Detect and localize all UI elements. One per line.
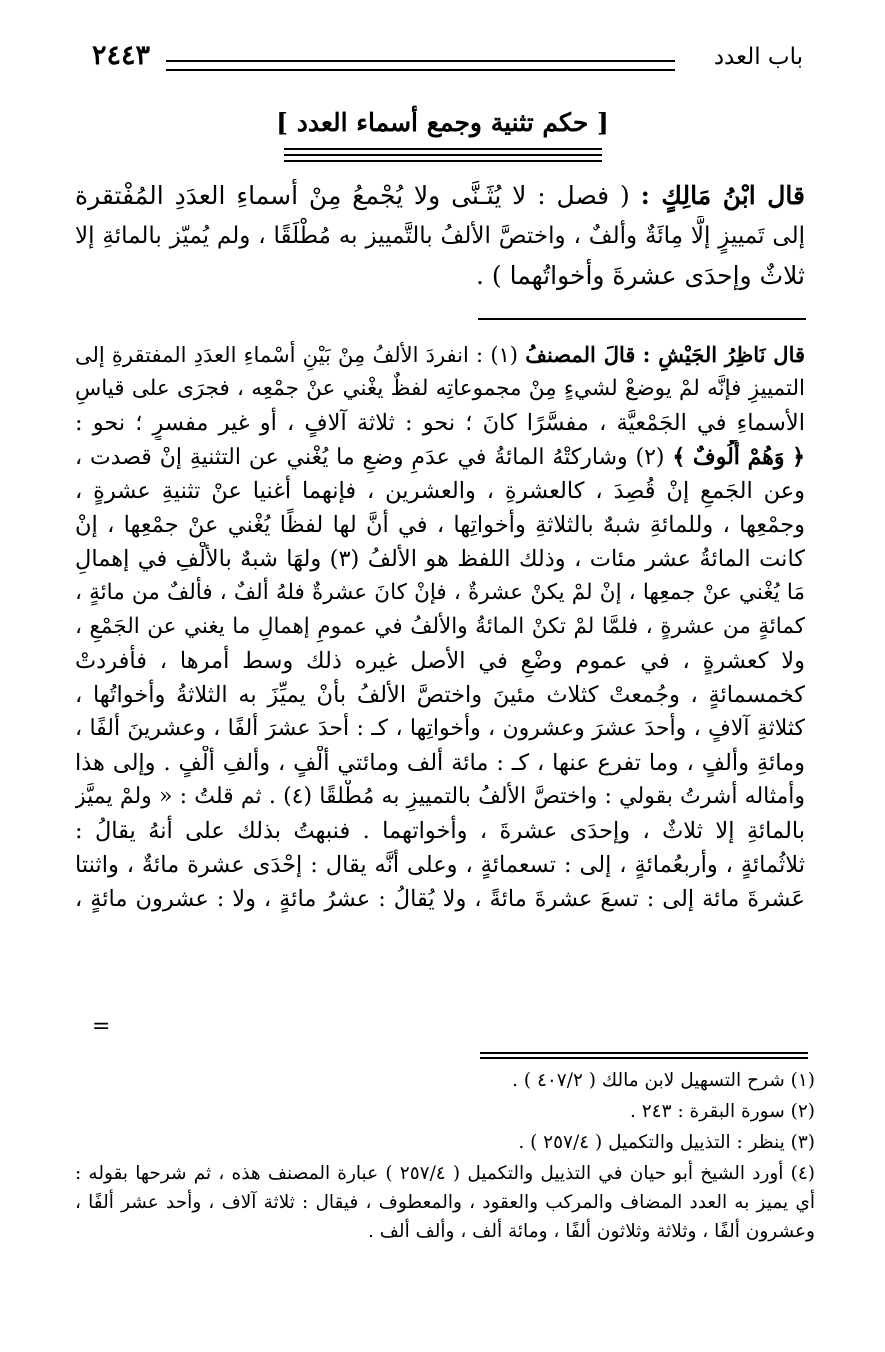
footnote-4-continued: أي يميز به العدد المضاف والمركب والعقود ، والمعطوف ، فيقال : ثلاثة آلاف ، وأحد عشر ألفًا ، xyxy=(75,1192,815,1213)
sharh-line: وجمْعِها ، وللمائةِ شبهٌ بالثلاثةِ وأخواتِها ، في أنَّ لها لفظًا يُغْني عنْ جمْعِها ، إنْ xyxy=(75,512,805,538)
matn-line: ثلاثٌ وإحدَى عشرةَ وأخواتُهما ) . xyxy=(475,261,805,290)
sharh-line: كانت المائةُ عشر مئات ، وذلك اللفظ هو الألفُ (٣) ولهَا شبهٌ بالألْفِ في إهمالِ xyxy=(75,546,805,572)
footnote-4: (٤) أورد الشيخ أبو حيان في التذييل والتكميل ( ٢٥٧/٤ ) عبارة المصنف هذه ، ثم شرحها بقوله : xyxy=(75,1163,815,1184)
page-number: ٢٤٤٣ xyxy=(92,40,151,71)
sharh-line: مَا يُغْني عنْ جمعِها ، إنْ لمْ يكنْ عشرةٌ ، فإنْ كانَ عشرةٌ فلهُ ألفٌ ، فألفٌ من مائةٍ ، xyxy=(75,580,805,605)
matn-line: إلى تَمييزٍ إلَّا مِائَةٌ وألفٌ ، واختصَّ الألفُ بالتَّمييز به مُطْلَقًا ، ولم يُميّز بالمائةِ إلا xyxy=(75,223,805,249)
continuation-mark: = xyxy=(92,1014,111,1039)
sharh-line: كخمسمائةٍ ، وجُمعتْ كثلاث مئينَ واختصَّ الألفُ بأنْ يميِّزَ به الثلاثةُ وأخواتُها ، xyxy=(75,682,805,708)
matn-speaker: قال ابْنُ مَالِكٍ : xyxy=(640,181,805,210)
quran-verse: ﴿ وَهُمْ أُلُوفٌ ﴾ xyxy=(672,444,805,470)
sharh-line: ولا كعشرةٍ ، في عموم وضْعِ في الأصل غيره ذلك وسط أمرها ، فأُفردتْ xyxy=(75,648,805,674)
sharh-speaker: قال نَاظِرُ الجَيْشِ : xyxy=(642,342,805,367)
sharh-line: وعن الجَمعِ إنْ قُصِدَ ، كالعشرةِ ، والعشرين ، فإنهما أغنيا عنْ تثنيةِ عشرةٍ ، xyxy=(75,478,805,504)
sharh-line: الأسماءِ في الجَمْعيَّة ، مفسَّرًا كانَ ؛ نحو : ثلاثة آلافٍ ، أو غير مفسرٍ ؛ نحو : xyxy=(75,410,805,436)
sharh-line: بالمائةِ إلا ثلاثٌ ، وإحدَى عشرةَ ، وأخواتهما . فنبهتُ بذلك على أنهُ يقالُ : xyxy=(75,818,805,844)
author-label: قالَ المصنفُ xyxy=(525,342,636,367)
sharh-block xyxy=(75,338,805,916)
sharh-line: ومائةِ وألفٍ ، وما تفرع عنها ، كـ : مائة ألف ومائتي ألْفٍ ، وألفِ ألْفٍ . وإلى هذا xyxy=(75,750,805,776)
chapter-header: باب العدد xyxy=(713,44,803,70)
sharh-line: عَشرةَ مائة إلى : تسعَ عشرةَ مائةً ، ولا يُقالُ : عشرُ مائةٍ ، ولا : عشرون مائةٍ ، xyxy=(75,886,805,912)
sharh-line: التمييزِ فإنَّه لمْ يوضعْ لشيءٍ مِنْ مجموعاتِه لفظٌ يغْني عنْ جمْعِه ، فجرَى على قياسِ xyxy=(75,376,805,401)
sharh-line: قال نَاظِرُ الجَيْشِ : قالَ المصنفُ (١) : انفردَ الألفُ مِنْ بَيْنِ أسْماءِ العدَدِ المفتقرةِ إلى xyxy=(75,342,805,367)
footnote-3: (٣) ينظر : التذييل والتكميل ( ٢٥٧/٤ ) . xyxy=(518,1132,815,1153)
matn-block xyxy=(75,176,805,296)
footnote-2: (٢) سورة البقرة : ٢٤٣ . xyxy=(629,1101,815,1122)
sharh-line: كثلاثةِ آلافٍ ، وأحدَ عشرَ وعشرون ، وأخواتِها ، كـ : أحدَ عشرَ ألفًا ، وعشرينَ ألفًا ، xyxy=(75,716,805,741)
footnote-4-continued: وعشرون ألفًا ، وثلاثة وثلاثون ألفًا ، ومائة ألف ، وألف ألف . xyxy=(368,1221,815,1242)
footnote-separator xyxy=(480,1052,808,1062)
title-underline xyxy=(284,148,602,166)
header-rule xyxy=(166,60,675,71)
footnote-1: (١) شرح التسهيل لابن مالك ( ٤٠٧/٢ ) . xyxy=(512,1070,815,1091)
footnotes xyxy=(75,1066,815,1246)
sharh-line: كمائةٍ من عشرةٍ ، فلمَّا لمْ تكنْ المائةُ والألفُ في عمومِ إهمالِ ما يغني عن الجَمْعِ ، xyxy=(75,614,805,639)
sharh-line: ثلاثُمائةٍ ، وأربعُمائةٍ ، إلى : تسعمائةٍ ، وعلى أنَّه يقال : إحْدَى عشرة مائةٌ ، واثنتا xyxy=(75,852,805,878)
section-title: [ حكم تثنية وجمع أسماء العدد ] xyxy=(276,108,609,137)
sharh-line: وأمثاله أشرتُ بقولي : واختصَّ الألفُ بالتمييزِ به مُطْلقًا (٤) . ثم قلتُ : « ولمْ يميَّز xyxy=(75,784,805,809)
sharh-line: ﴿ وَهُمْ أُلُوفٌ ﴾ (٢) وشاركتْهُ المائةُ في عدَمِ وضعِ ما يُغْني عن التثنيةِ إنْ قصدت ، xyxy=(75,440,805,474)
matn-line: قال ابْنُ مَالِكٍ : ( فصل : لا يُثَـنَّى ولا يُجْمعُ مِنْ أسماءِ العدَدِ المُفْتقرة xyxy=(75,181,805,210)
matn-separator xyxy=(478,318,806,320)
